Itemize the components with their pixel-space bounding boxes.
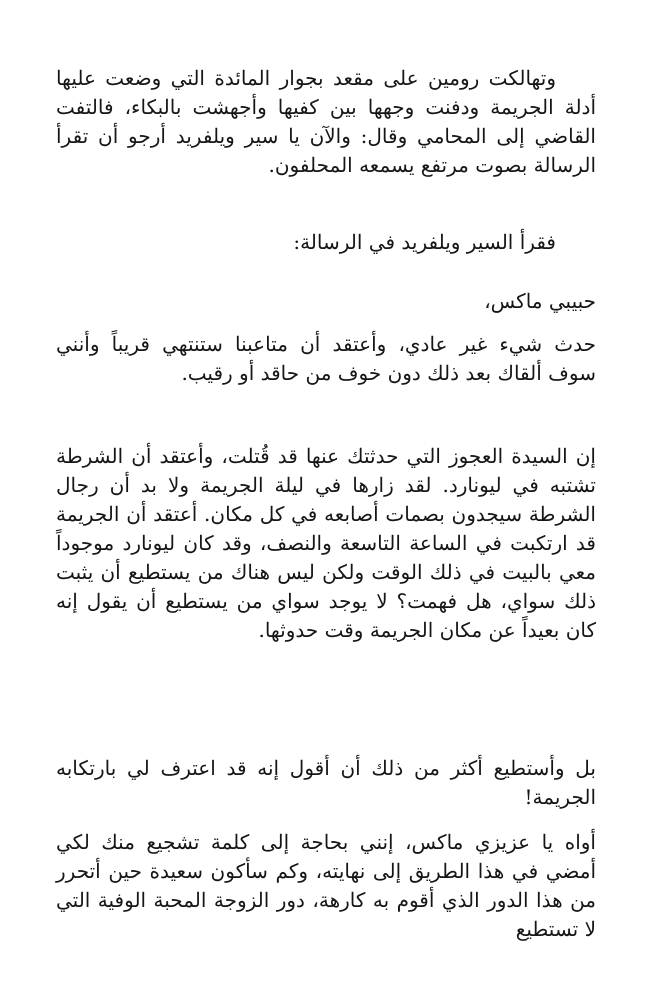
narrative-paragraph: فقرأ السير ويلفريد في الرسالة: xyxy=(293,230,556,254)
letter-paragraph: حدث شيء غير عادي، وأعتقد أن متاعبنا ستنتهي قريباً وأنني سوف ألقاك بعد ذلك دون خوف من حاقد أو رقيب. xyxy=(56,332,596,385)
letter-paragraph: إن السيدة العجوز التي حدثتك عنها قد قُتلت، وأعتقد أن الشرطة تشتبه في ليونارد. لقد زارها في ليلة الجريمة ولا بد أن رجال الشرطة سيجدون بصمات أصابعه في كل مكان. أعتقد أن الجريمة قد ارتكبت في الساعة التاسعة والنصف، وقد كان ليونارد موجوداً معي بالبيت في ذلك الوقت ولكن ليس هناك من يستطيع أن يثبت ذلك سواي، هل فهمت؟ لا يوجد سواي من يستطيع أن يقول إنه كان بعيداً عن مكان الجريمة وقت حدوثها. xyxy=(56,444,596,642)
narrative-paragraph: وتهالكت رومين على مقعد بجوار المائدة التي وضعت عليها أدلة الجريمة ودفنت وجهها بين كفيها وأجهشت بالبكاء، فالتفت القاضي إلى المحامي وقال: والآن يا سير ويلفريد أرجو أن تقرأ الرسالة بصوت مرتفع يسمعه المحلفون. xyxy=(56,66,596,177)
letter-paragraph: أواه يا عزيزي ماكس، إنني بحاجة إلى كلمة تشجيع منك لكي أمضي في هذا الطريق إلى نهايته، وكم سأكون سعيدة حين أتحرر من هذا الدور الذي أقوم به كارهة، دور الزوجة المحبة الوفية التي لا تستطيع xyxy=(56,830,596,941)
letter-salutation: حبيبي ماكس، xyxy=(484,289,596,313)
letter-paragraph: بل وأستطيع أكثر من ذلك أن أقول إنه قد اعترف لي بارتكابه الجريمة! xyxy=(56,756,596,809)
